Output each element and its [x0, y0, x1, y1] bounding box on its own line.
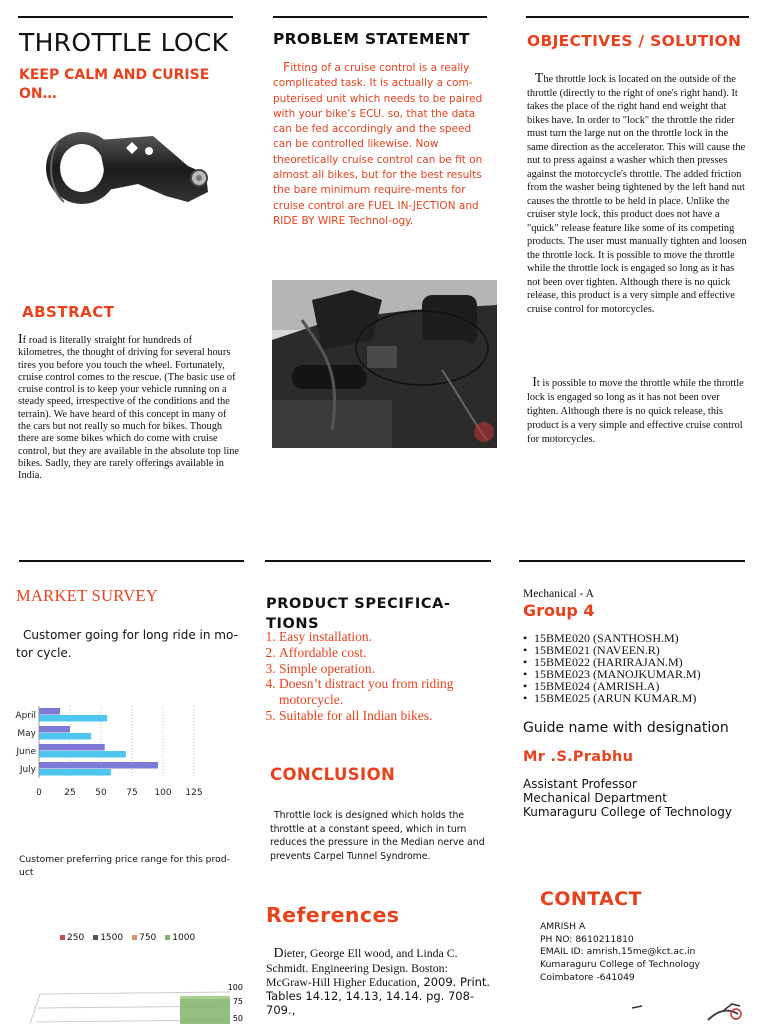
list-item: 2. Affordable cost.: [279, 645, 489, 661]
bar: [39, 733, 91, 740]
legend-item: 1000: [165, 933, 195, 943]
price-text: Customer preferring price range for this prod-uct: [19, 854, 230, 878]
price-legend: [60, 933, 195, 943]
list-item: • 15BME023 (MANOJKUMAR.M): [521, 668, 749, 680]
conclusion-text: Throttle lock is designed which holds the throttle at a constant speed, which in turn reduces the pressure in the Median nerve and prevents Carpel Tunnel Syndrome.: [270, 810, 485, 863]
objectives-para-2: It is possible to move the throttle while the throttle lock is engaged so long as it has not been over tighten. Although there is no quick release, this product is a very simple and effective cruise control for motorcycles.: [527, 375, 744, 445]
tick-label: 25: [64, 788, 76, 798]
bar-chart: [0, 700, 240, 800]
specs-list: [267, 629, 489, 724]
contact-heading: CONTACT: [540, 888, 642, 910]
category-label: May: [17, 729, 36, 739]
drop-cap: T: [534, 71, 544, 86]
category-label: June: [16, 747, 36, 757]
divider: [18, 16, 233, 18]
contact-line: Kumaraguru College of Technology: [540, 959, 700, 971]
legend-item: 250: [60, 933, 84, 943]
drop-cap: F: [283, 59, 291, 74]
abstract-heading: ABSTRACT: [22, 303, 115, 321]
list-item: • 15BME025 (ARUN KUMAR.M): [521, 692, 749, 704]
members-list: [521, 632, 749, 704]
bar: [39, 751, 126, 758]
conclusion-heading: CONCLUSION: [270, 765, 396, 784]
bar: [39, 762, 158, 769]
price-3d-chart: [30, 978, 248, 1024]
contact-line: AMRISH A: [540, 921, 586, 932]
list-item: • 15BME022 (HARIRAJAN.M): [521, 656, 749, 668]
objectives-para-1: The throttle lock is located on the outside of the throttle (directly to the right of one's right hand). It takes the place of the right hand end weight that bikes have. In order to "lock" the throttle the rider must turn the large nut on the throttle lock in the same direction as the accelerator. This will cause the nut to press against a washer which then presses against the motorcycle's throttle. The added friction from the washer being tightened by the left hand nut causes the throttle to be held in place. Unlike the cruiser style lock, this product does not have a "quick" release feature like some of its competing products. The user must manually tighten and loosen the throttle lock. It is possible to move the throttle while the throttle lock is engaged so long as it has not been over tighten. Although there is no quick release, this product is a very simple and effective cruise control for motorcycles.: [527, 71, 747, 315]
divider: [273, 16, 487, 18]
guide-label: Guide name with designation: [523, 720, 729, 736]
tick-label: 100: [227, 983, 243, 992]
bike-sketch: [628, 1000, 748, 1024]
bar: [39, 715, 107, 722]
bar: [39, 744, 105, 751]
list-item: 5. Suitable for all Indian bikes.: [279, 708, 489, 724]
survey-text: Customer going for long ride in mo-tor cycle.: [16, 628, 238, 660]
group-name: Group 4: [523, 601, 595, 620]
drop-cap: I: [18, 332, 23, 347]
guide-title: Assistant Professor: [523, 777, 637, 791]
bar: [39, 726, 70, 733]
tick-label: 50: [95, 788, 107, 798]
market-survey-heading: MARKET SURVEY: [16, 586, 159, 605]
list-item: 1. Easy installation.: [279, 629, 489, 645]
legend-item: 750: [132, 933, 156, 943]
references-heading: References: [266, 903, 400, 927]
abstract-text: If road is literally straight for hundreds of kilometres, the thought of driving for several hours tires you before you touch the wheel. Fortunately, cruise control comes to the rescue. (The basic use of cruise control is to keep your vehicle running on a steady speed, irrespective of the conditions and the terrain). We have heard of this concept in many of the cars but not really so much for bikes. Though there are some bikes which do come with cruise control, but they are available in the absolute top line bikes. Sadly, they are rarely offerings available in India.: [18, 332, 240, 482]
throttle-lock-image: [38, 118, 234, 218]
drop-cap: D: [273, 946, 284, 961]
contact-line[interactable]: EMAIL ID: amrish.15me@kct.ac.in: [540, 946, 696, 958]
list-item: • 15BME024 (AMRISH.A): [521, 680, 749, 692]
drop-cap: I: [532, 375, 537, 390]
specs-heading: PRODUCT SPECIFICA-TIONS: [266, 596, 451, 632]
legend-item: 1500: [93, 933, 123, 943]
motorcycle-throttle-photo: [272, 280, 497, 448]
divider: [265, 560, 491, 562]
guide-name: Mr .S.Prabhu: [523, 749, 634, 765]
contact-line: PH NO: 8610211810: [540, 933, 634, 945]
tick-label: 125: [185, 788, 203, 798]
list-item: • 15BME021 (NAVEEN.R): [521, 644, 749, 656]
page-title: THROTTLE LOCK: [19, 28, 229, 57]
tick-label: 50: [232, 1014, 243, 1023]
divider: [19, 560, 244, 562]
category-label: April: [15, 711, 36, 721]
problem-text: Fitting of a cruise control is a really complicated task. It is actually a com-puterised unit which needs to be paired with your bike’s ECU. so, that the data can be fed accordingly and the speed can be controlled likewise. Now theoretically cruise control can be fit on almost all bikes, but for the best results the bare minimum require-ments for cruise control are FUEL IN-JECTION and RIDE BY WIRE Technol-ogy.: [273, 59, 483, 227]
bar: [39, 769, 111, 776]
section-label: Mechanical - A: [523, 588, 594, 600]
list-item: 3. Simple operation.: [279, 661, 489, 677]
contact-details: [540, 921, 700, 985]
problem-heading: PROBLEM STATEMENT: [273, 30, 470, 48]
list-item: 4. Doesn’t distract you from riding motorcycle.: [279, 676, 489, 708]
tagline: KEEP CALM AND CURISE ON…: [19, 67, 210, 102]
tick-label: 0: [36, 788, 42, 798]
divider: [519, 560, 745, 562]
guide-dept: Mechanical Department: [523, 791, 667, 805]
guide-college: Kumaraguru College of Technology: [523, 805, 732, 819]
tick-label: 100: [154, 788, 172, 798]
contact-line: Coimbatore -641049: [540, 971, 635, 983]
objectives-heading: OBJECTIVES / SOLUTION: [527, 32, 742, 50]
bar: [39, 708, 60, 715]
divider: [526, 16, 749, 18]
category-label: July: [19, 765, 36, 775]
tick-label: 75: [126, 788, 138, 798]
references-text: Dieter, George Ell wood, and Linda C. Schmidt. Engineering Design. Boston: McGraw-Hill Higher Education, 2009. Print. Tables 14.12, 14.13, 14.14. pg. 708-709.,: [266, 946, 491, 1017]
list-item: • 15BME020 (SANTHOSH.M): [521, 632, 749, 644]
tick-label: 75: [232, 997, 243, 1006]
